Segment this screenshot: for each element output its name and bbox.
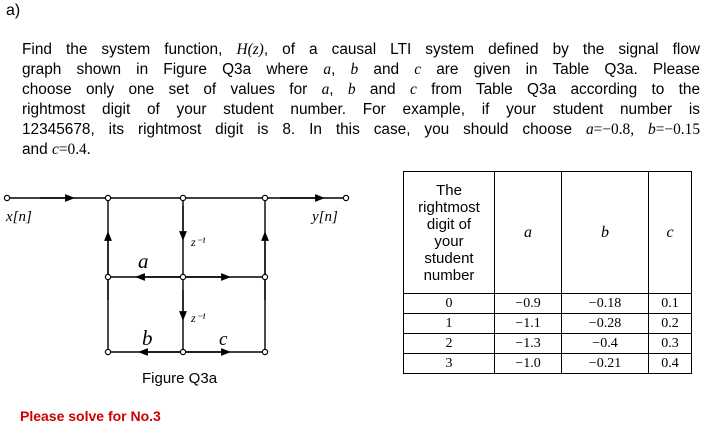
problem-line-3: choose only one set of values for a, b and c from Table Q3a according to the [22, 81, 701, 98]
table-row: 1 −1.1 −0.28 0.2 [404, 314, 692, 334]
table-row: 0 −0.9 −0.18 0.1 [404, 294, 692, 314]
table-row: 2 −1.3 −0.4 0.3 [404, 334, 692, 354]
header-a: a [495, 172, 562, 294]
problem-line-5: 12345678, its rightmost digit is 8. In this case, you should choose a=−0.8, b=−0.15 [22, 121, 701, 138]
table-header-row [404, 172, 692, 294]
input-label: x[n] [6, 209, 32, 225]
node [105, 349, 110, 354]
problem-line-1: Find the system function, H(z), of a causal LTI system defined by the signal flow [22, 41, 700, 58]
header-b: b [562, 172, 649, 294]
node [105, 195, 110, 200]
node [262, 195, 267, 200]
table-q3a [403, 171, 692, 374]
delay2-label: z⁻¹ [191, 311, 206, 325]
coef-c-label: c [219, 329, 228, 350]
solve-request: Please solve for No.3 [20, 408, 161, 424]
node [180, 349, 185, 354]
output-label: y[n] [312, 209, 338, 225]
node [180, 274, 185, 279]
problem-line-2: graph shown in Figure Q3a where a, b and c are given in Table Q3a. Please [22, 61, 700, 78]
header-digit: The rightmost digit of your student number [404, 172, 495, 294]
figure-caption: Figure Q3a [142, 370, 218, 387]
table-row: 3 −1.0 −0.21 0.4 [404, 354, 692, 374]
problem-line-6: and c=0.4. [22, 141, 91, 158]
node [262, 274, 267, 279]
node [180, 195, 185, 200]
problem-line-4: rightmost digit of your student number. For example, if your student number is [22, 101, 700, 118]
output-node [343, 195, 348, 200]
delay1-label: z⁻¹ [191, 235, 206, 249]
coef-a-label: a [138, 249, 149, 273]
node [262, 349, 267, 354]
signal-flow-graph [0, 0, 400, 370]
header-c: c [649, 172, 692, 294]
input-node [4, 195, 9, 200]
part-label: a) [6, 2, 21, 19]
coef-b-label: b [142, 326, 153, 350]
node [105, 274, 110, 279]
